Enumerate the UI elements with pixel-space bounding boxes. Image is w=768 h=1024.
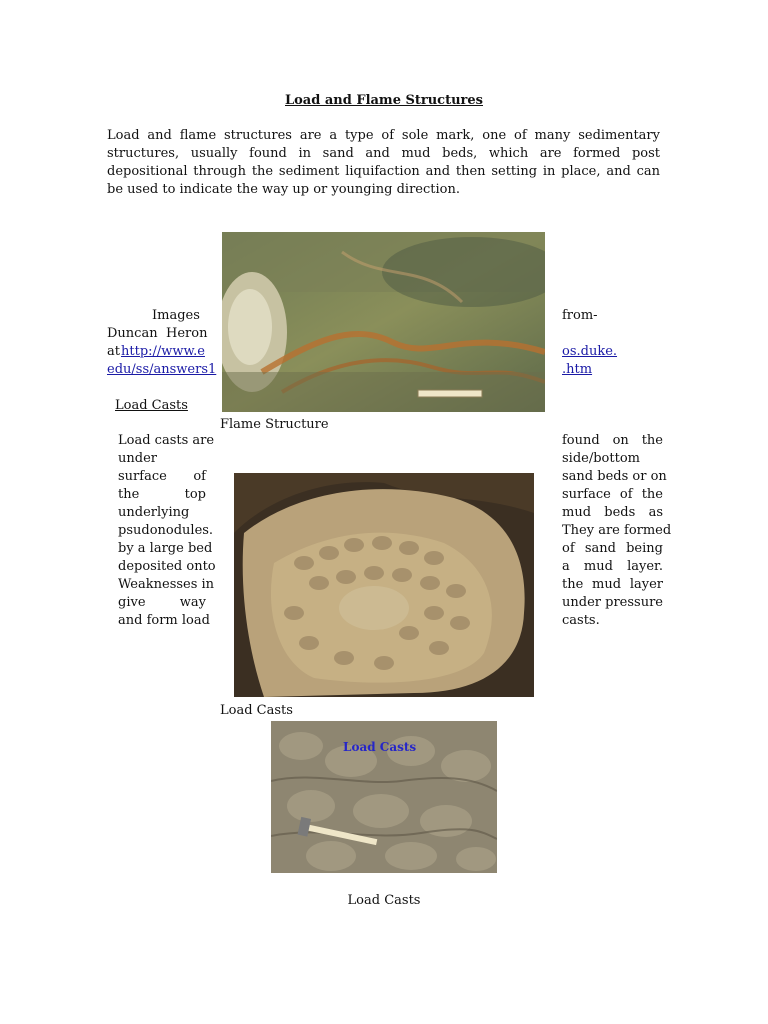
credit-images-word: Images xyxy=(152,308,200,323)
left-column-word: the xyxy=(118,487,140,502)
right-column-word: of xyxy=(619,487,633,502)
right-column-word: under xyxy=(562,595,601,610)
left-column-word: give xyxy=(118,595,146,610)
left-column-line xyxy=(118,468,206,486)
left-column-word: surface xyxy=(118,469,167,484)
credit-heron: Heron xyxy=(166,326,208,341)
left-column-word: top xyxy=(184,487,206,502)
load-casts-caption-2: Load Casts xyxy=(347,893,421,908)
credit-duncan: Duncan xyxy=(107,326,158,341)
left-column-line: underlying xyxy=(118,505,190,520)
right-column-line xyxy=(562,504,663,522)
right-column-line xyxy=(562,558,663,576)
load-casts-heading: Load Casts xyxy=(115,398,188,413)
right-column-word: mud xyxy=(583,559,613,574)
left-column-word: way xyxy=(179,595,206,610)
right-column-word: found xyxy=(562,433,600,448)
page-title: Load and Flame Structures xyxy=(285,93,483,108)
right-text-column xyxy=(562,432,672,630)
load-casts-photo-large xyxy=(234,473,534,697)
right-column-word: on xyxy=(612,433,629,448)
left-column-line: under xyxy=(118,451,157,466)
intro-paragraph: Load and flame structures are a type of sole mark, one of many sedimentary structures, usually found in sand and mud beds, which are formed post depositional through the sediment liquifaction and then setting in place, and can be used to indicate the way up or younging direction. xyxy=(107,128,660,197)
credit-at: at xyxy=(107,344,120,359)
right-column-word: layer. xyxy=(627,559,663,574)
right-column-line: side/bottom xyxy=(562,451,640,466)
credit-link-part4[interactable]: .htm xyxy=(562,362,593,377)
left-column-line: deposited onto xyxy=(118,559,216,574)
right-column-line xyxy=(562,432,663,450)
right-column-word: a xyxy=(562,559,570,574)
left-text-column xyxy=(118,432,216,630)
right-column-line xyxy=(562,576,663,594)
left-column-line: by a large bed xyxy=(118,541,213,556)
left-column-word: of xyxy=(193,469,206,484)
credit-link-part3[interactable]: os.duke. xyxy=(562,344,618,359)
right-column-line: casts. xyxy=(562,613,600,628)
credit-link-part1[interactable]: http://www.e xyxy=(121,344,205,359)
right-column-line xyxy=(562,540,663,558)
left-column-line: psudonodules. xyxy=(118,523,214,538)
flame-structure-photo xyxy=(222,232,545,412)
right-column-word: layer xyxy=(629,577,663,592)
right-column-word: mud xyxy=(592,577,622,592)
right-column-word: mud xyxy=(562,505,592,520)
left-column-line: and form load xyxy=(118,613,210,628)
right-column-line xyxy=(562,594,663,612)
right-column-word: being xyxy=(626,541,663,556)
right-column-word: surface xyxy=(562,487,611,502)
right-column-word: pressure xyxy=(605,595,663,610)
right-column-line xyxy=(562,486,663,504)
load-casts-caption-1: Load Casts xyxy=(220,703,293,718)
left-column-line xyxy=(118,594,206,612)
left-column-line: Weaknesses in xyxy=(118,577,215,592)
right-column-word: the xyxy=(641,487,663,502)
right-column-word: beds xyxy=(604,505,636,520)
right-column-line: They are formed xyxy=(562,523,672,538)
load-casts-photo-label: Load Casts xyxy=(343,740,417,754)
right-column-word: as xyxy=(648,505,663,520)
flame-structure-caption: Flame Structure xyxy=(220,417,329,432)
left-column-line xyxy=(118,486,206,504)
credit-from-word: from- xyxy=(562,308,598,323)
right-column-word: of xyxy=(562,541,575,556)
right-column-word: the xyxy=(641,433,663,448)
load-casts-photo-small xyxy=(271,721,497,873)
credit-link-part2[interactable]: edu/ss/answers1 xyxy=(107,362,217,377)
right-column-word: the xyxy=(562,577,584,592)
left-column-line: Load casts are xyxy=(118,433,215,448)
right-column-word: sand xyxy=(584,541,616,556)
right-column-line: sand beds or on xyxy=(562,469,667,484)
